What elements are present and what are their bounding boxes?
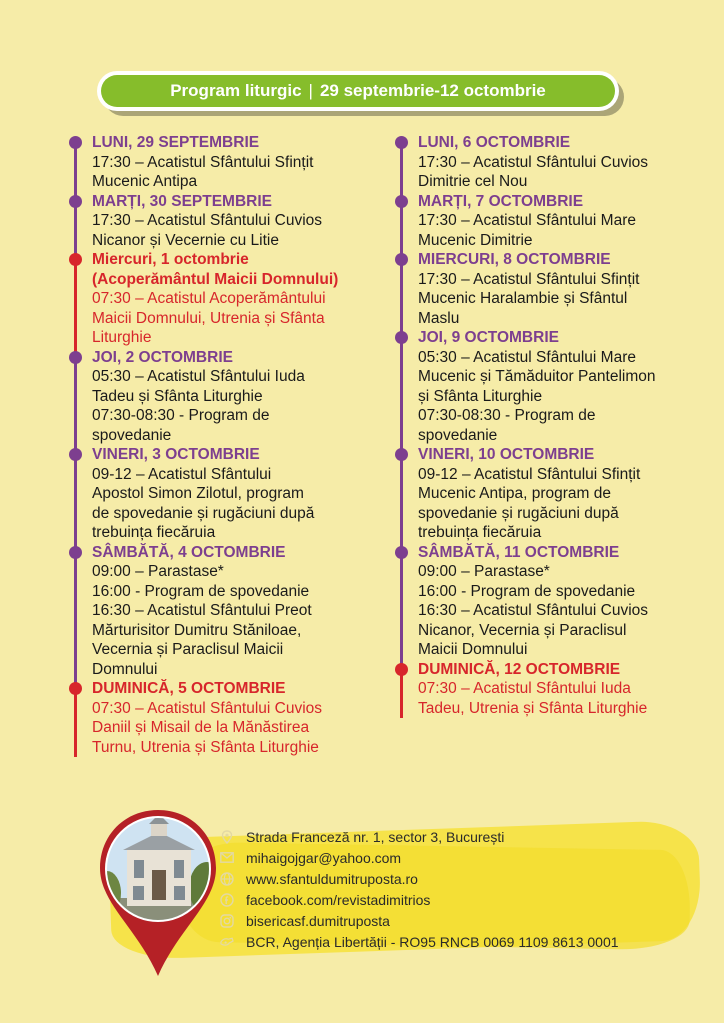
event-line: 07:30-08:30 - Program de [418,407,596,424]
timeline-dot [395,253,408,266]
timeline-dot [395,448,408,461]
bank-icon [220,935,234,949]
event-line: Vecernia și Paraclisul Maicii [92,641,284,658]
contact-facebook-text[interactable]: facebook.com/revistadimitrios [246,891,431,908]
timeline-dot [69,195,82,208]
day-joi-2-octombrie [66,348,366,446]
contact-instagram[interactable] [220,910,619,931]
event-line: de spovedanie și rugăciuni după [92,504,315,522]
event-line: spovedanie [92,426,172,444]
day-title: SÂMBĂTĂ, 11 OCTOMBRIE [418,543,620,561]
event-line: Nicanor și Vecernie cu Litie [92,231,279,249]
contact-email[interactable] [220,847,619,868]
day-title: SÂMBĂTĂ, 4 OCTOMBRIE [92,543,286,561]
event-line: 17:30 – Acatistul Sfântului Mare [418,212,636,229]
contact-address-text: Strada Franceză nr. 1, sector 3, București [246,828,505,845]
timeline-dot [395,663,408,676]
day-title: JOI, 9 OCTOMBRIE [418,329,559,346]
header-banner-inner [101,75,615,107]
event-line: Tadeu și Sfânta Liturghie [92,387,263,405]
day-title: DUMINICĂ, 5 OCTOMBRIE [92,680,286,697]
day-sambata-11-octombrie [392,543,692,660]
event-line: trebuința fiecăruia [418,524,542,541]
event-line: Mucenic Antipa, program de [418,485,611,502]
day-miercuri-1-octombrie [66,250,366,348]
event-line: 09-12 – Acatistul Sfântului Sfințit [418,465,641,483]
timeline-dot [395,546,408,559]
event-line: Liturghie [92,329,152,346]
event-line: 16:30 – Acatistul Sfântului Preot [92,602,312,619]
location-icon [220,830,234,844]
contact-address [220,826,619,847]
timeline-dot [395,331,408,344]
globe-icon [220,872,234,886]
day-title: VINERI, 10 OCTOMBRIE [418,446,595,463]
event-line: spovedanie [418,426,498,444]
event-line: Domnului [92,660,158,678]
instagram-icon [220,914,234,928]
email-icon [220,851,234,865]
contact-website-text[interactable]: www.sfantuldumitruposta.ro [246,870,418,887]
day-joi-9-octombrie [392,328,692,445]
event-line: 07:30-08:30 - Program de [92,407,270,424]
event-line: 17:30 – Acatistul Sfântului Cuvios [418,153,649,171]
event-line: 17:30 – Acatistul Sfântului Sfințit [92,153,314,171]
timeline-dot [69,682,82,695]
day-sambata-4-octombrie [66,543,366,680]
event-line: 09:00 – Parastase* [92,563,224,580]
day-title: MIERCURI, 8 OCTOMBRIE [418,251,611,268]
event-line: 07:30 – Acatistul Acoperământului [92,290,326,307]
facebook-icon [220,893,234,907]
timeline-dot [69,546,82,559]
event-line: Mucenic Haralambie și Sfântul [418,290,628,307]
event-line: Mărturisitor Dumitru Stăniloae, [92,621,302,639]
event-line: 05:30 – Acatistul Sfântului Iuda [92,368,305,385]
timeline-dot [69,136,82,149]
day-luni-29-septembrie [66,133,366,192]
event-line: 16:30 – Acatistul Sfântului Cuvios [418,602,649,619]
event-line: 16:00 - Program de spovedanie [418,582,636,600]
contact-website[interactable] [220,868,619,889]
header-title: Program liturgic [170,81,302,100]
schedule-left-column [66,133,366,757]
event-line: 17:30 – Acatistul Sfântului Sfințit [418,270,640,288]
header-banner [97,71,619,111]
event-line: Daniil și Misail de la Mănăstirea [92,719,310,736]
day-duminica-12-octombrie [392,660,692,719]
contact-list [220,826,619,952]
contact-bank-text: BCR, Agenția Libertății - RO95 RNCB 0069 1109 8613 0001 [246,933,619,950]
day-title: VINERI, 3 OCTOMBRIE [92,446,260,463]
event-line: Mucenic și Tămăduitor Pantelimon [418,368,656,385]
event-line: 05:30 – Acatistul Sfântului Mare [418,348,636,366]
event-line: Mucenic Antipa [92,173,198,190]
day-title: JOI, 2 OCTOMBRIE [92,348,233,366]
day-title: Miercuri, 1 octombrie [92,251,249,268]
day-marti-7-octombrie [392,192,692,251]
event-line: 07:30 – Acatistul Sfântului Cuvios [92,699,323,717]
event-line: Nicanor, Vecernia și Paraclisul [418,621,627,639]
event-line: 07:30 – Acatistul Sfântului Iuda [418,680,631,697]
contact-facebook[interactable] [220,889,619,910]
event-line: Maslu [418,309,460,327]
timeline-dot [395,195,408,208]
event-line: 16:00 - Program de spovedanie [92,582,310,600]
event-line: Turnu, Utrenia și Sfânta Liturghie [92,738,319,756]
event-line: Dimitrie cel Nou [418,173,528,190]
event-line: 09:00 – Parastase* [418,563,550,580]
day-duminica-5-octombrie [66,679,366,757]
header-separator: | [308,81,313,100]
day-marti-30-septembrie [66,192,366,251]
event-line: Apostol Simon Zilotul, program [92,485,304,502]
contact-email-text[interactable]: mihaigojgar@yahoo.com [246,849,402,866]
event-line: și Sfânta Liturghie [418,387,543,405]
contact-bank [220,931,619,952]
event-line: spovedanie și rugăciuni după [418,504,619,522]
day-title: LUNI, 6 OCTOMBRIE [418,134,571,151]
contact-instagram-text[interactable]: bisericasf.dumitruposta [246,912,390,929]
timeline-dot [395,136,408,149]
event-line: Maicii Domnului, Utrenia și Sfânta [92,309,325,327]
day-title: MARȚI, 30 SEPTEMBRIE [92,192,272,210]
timeline-dot [69,351,82,364]
church-location-pin [97,808,220,978]
event-line: Maicii Domnului [418,641,528,658]
event-line: trebuința fiecăruia [92,524,216,541]
day-title: LUNI, 29 SEPTEMBRIE [92,134,260,151]
day-miercuri-8-octombrie [392,250,692,328]
timeline-dot [69,448,82,461]
day-luni-6-octombrie [392,133,692,192]
event-line: Tadeu, Utrenia și Sfânta Liturghie [418,699,648,717]
event-line: 17:30 – Acatistul Sfântului Cuvios [92,212,323,229]
day-title: DUMINICĂ, 12 OCTOMBRIE [418,660,621,678]
event-line: 09-12 – Acatistul Sfântului [92,465,272,483]
day-vineri-10-octombrie [392,445,692,543]
schedule-right-column [392,133,692,718]
day-title: MARȚI, 7 OCTOMBRIE [418,192,584,210]
day-vineri-3-octombrie [66,445,366,543]
event-line: Mucenic Dimitrie [418,231,533,249]
header-dates: 29 septembrie-12 octombrie [319,81,546,100]
day-subtitle: (Acoperământul Maicii Domnului) [92,270,339,288]
timeline-dot [69,253,82,266]
